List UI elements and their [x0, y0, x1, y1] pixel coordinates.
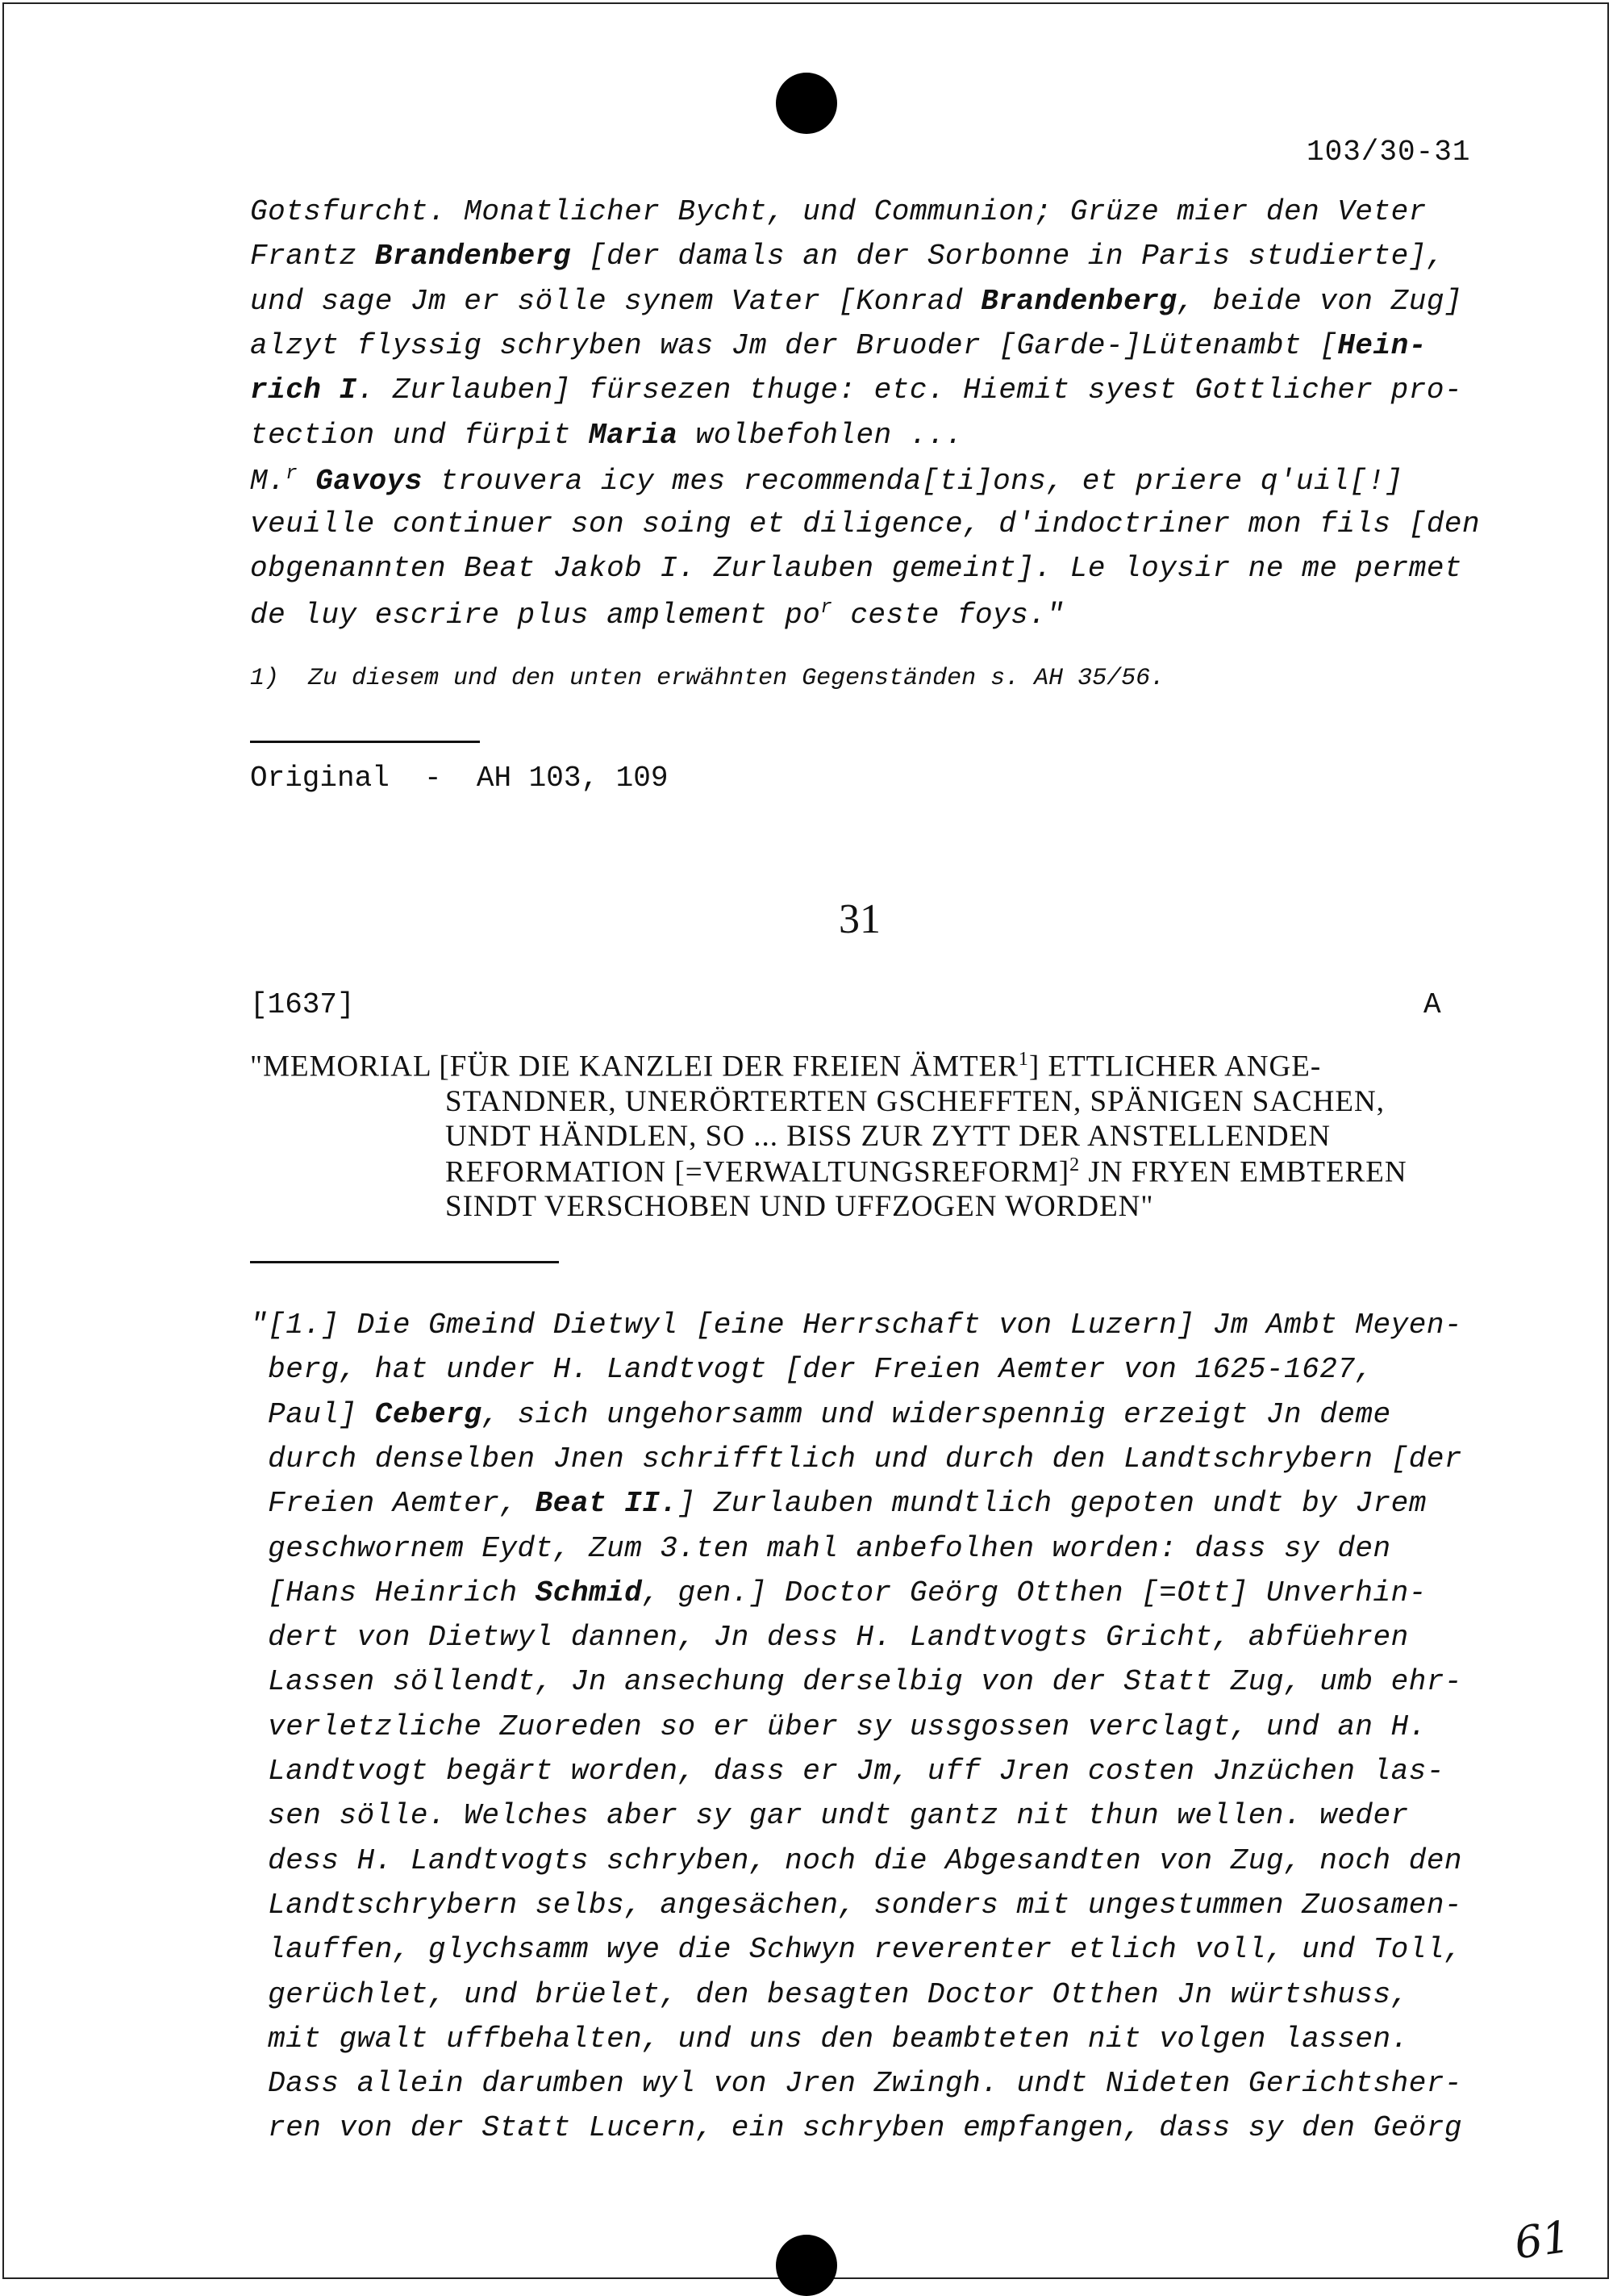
- letter-line: Gotsfurcht. Monatlicher Bycht, und Communion; Grüze mier den Veter: [250, 195, 1427, 228]
- body-line: Paul] Ceberg, sich ungehorsamm und widerspennig erzeigt Jn deme: [250, 1397, 1391, 1431]
- punch-hole-top: [776, 73, 837, 134]
- bold-name: Maria: [588, 418, 678, 452]
- body-line: durch denselben Jnen schrifftlich und durch den Landtschrybern [der: [250, 1442, 1463, 1476]
- letter-line: und sage Jm er sölle synem Vater [Konrad Brandenberg, beide von Zug]: [250, 284, 1463, 318]
- bold-name: Hein-: [1337, 328, 1427, 362]
- letter-line: de luy escrire plus amplement $po^r$ ceste foys.": [250, 596, 1065, 632]
- bold-name: Brandenberg: [981, 284, 1177, 318]
- footnote: 1) Zu diesem und den unten erwähnten Gegenständen s. AH 35/56.: [250, 665, 1165, 692]
- title-line: SINDT VERSCHOBEN UND UFFZOGEN WORDEN": [445, 1190, 1154, 1223]
- superscript: r: [286, 462, 298, 485]
- body-line: dert von Dietwyl dannen, Jn dess H. Landtvogts Gricht, abfüehren: [250, 1621, 1409, 1655]
- bold-name: Brandenberg: [374, 240, 571, 273]
- handwritten-page-number: 61: [1511, 2210, 1573, 2269]
- letter-line: rich I. Zurlauben] fürsezen thuge: etc. Hiemit syest Gottlicher pro-: [250, 374, 1463, 407]
- body-line: mit gwalt uffbehalten, und uns den beambteten nit volgen lassen.: [250, 2022, 1409, 2056]
- document-number: 31: [839, 896, 881, 942]
- letter-line: M.$^r$ Gavoys trouvera icy mes recommenda[ti]ons, et priere q'uil[!]: [250, 462, 1403, 498]
- body-line: geschwornem Eydt, Zum 3.ten mahl anbefolhen worden: dass sy den: [250, 1531, 1391, 1565]
- header-reference: 103/30-31: [1307, 136, 1471, 169]
- body-line: ren von der Statt Lucern, ein schryben empfangen, dass sy den Geörg: [250, 2111, 1463, 2145]
- body-line: lauffen, glychsamm wye die Schwyn reverenter etlich voll, und Toll,: [250, 1933, 1463, 1967]
- title-line: STANDNER, UNERÖRTERTEN GSCHEFFTEN, SPÄNIGEN SACHEN,: [445, 1084, 1385, 1118]
- body-line: Landtschrybern selbs, angesächen, sonders mit ungestummen Zuosamen-: [250, 1888, 1463, 1922]
- body-line: Landtvogt begärt worden, dass er Jm, uff Jren costen Jnzüchen las-: [250, 1755, 1444, 1788]
- superscript: 2: [1069, 1154, 1081, 1175]
- bold-name: Beat II.: [535, 1487, 678, 1521]
- title-line: UNDT HÄNDLEN, SO ... BISS ZUR ZYTT DER ANSTELLENDEN: [445, 1120, 1331, 1153]
- letter-line: veuille continuer son soing et diligence, d'indoctriner mon fils [den: [250, 507, 1481, 541]
- superscript: 1: [1018, 1049, 1029, 1070]
- body-line: Dass allein darumben wyl von Jren Zwingh. undt Nideten Gerichtsher-: [250, 2067, 1463, 2101]
- body-line: "[1.] Die Gmeind Dietwyl [eine Herrschaft von Luzern] Jm Ambt Meyen-: [250, 1309, 1463, 1342]
- body-line: Lassen söllendt, Jn ansechung derselbig von der Statt Zug, umb ehr-: [250, 1665, 1463, 1699]
- body-line: Freien Aemter, Beat II.] Zurlauben mundtlich gepoten undt by Jrem: [250, 1487, 1427, 1521]
- document-letter-code: A: [1423, 988, 1441, 1021]
- bold-name: Schmid: [535, 1576, 643, 1609]
- bold-name: rich I: [250, 374, 357, 407]
- superscript: r: [820, 596, 833, 619]
- body-line: verletzliche Zuoreden so er über sy ussgossen verclagt, und an H.: [250, 1709, 1427, 1743]
- body-line: berg, hat under H. Landtvogt [der Freien Aemter von 1625-1627,: [250, 1353, 1373, 1387]
- letter-line: obgenannten Beat Jakob I. Zurlauben gemeint]. Le loysir ne me permet: [250, 552, 1463, 586]
- document-date: [1637]: [250, 988, 355, 1021]
- title-line: "MEMORIAL [FÜR DIE KANZLEI DER FREIEN ÄMTER$^1$] ETTLICHER ANGE-: [250, 1049, 1322, 1083]
- separator-rule-1: [250, 741, 480, 743]
- body-line: [Hans Heinrich Schmid, gen.] Doctor Geörg Otthen [=Ott] Unverhin-: [250, 1576, 1427, 1609]
- separator-rule-2: [250, 1261, 559, 1263]
- body-line: gerüchlet, und brüelet, den besagten Doctor Otthen Jn würtshuss,: [250, 1977, 1409, 2011]
- punch-hole-bottom: [776, 2235, 837, 2296]
- title-line: REFORMATION [=VERWALTUNGSREFORM]$^2$ JN FRYEN EMBTEREN: [445, 1154, 1407, 1188]
- body-line: sen sölle. Welches aber sy gar undt gantz nit thun wellen. weder: [250, 1799, 1409, 1833]
- body-line: dess H. Landtvogts schryben, noch die Abgesandten von Zug, noch den: [250, 1843, 1463, 1877]
- letter-line: Frantz Brandenberg [der damals an der Sorbonne in Paris studierte],: [250, 240, 1444, 273]
- letter-line: alzyt flyssig schryben was Jm der Bruoder [Garde-]Lütenambt [Hein-: [250, 328, 1427, 362]
- original-reference: Original - AH 103, 109: [250, 762, 669, 795]
- letter-line: tection und fürpit Maria wolbefohlen ...: [250, 418, 964, 452]
- bold-name: Gavoys: [315, 464, 423, 498]
- bold-name: Ceberg: [374, 1397, 482, 1431]
